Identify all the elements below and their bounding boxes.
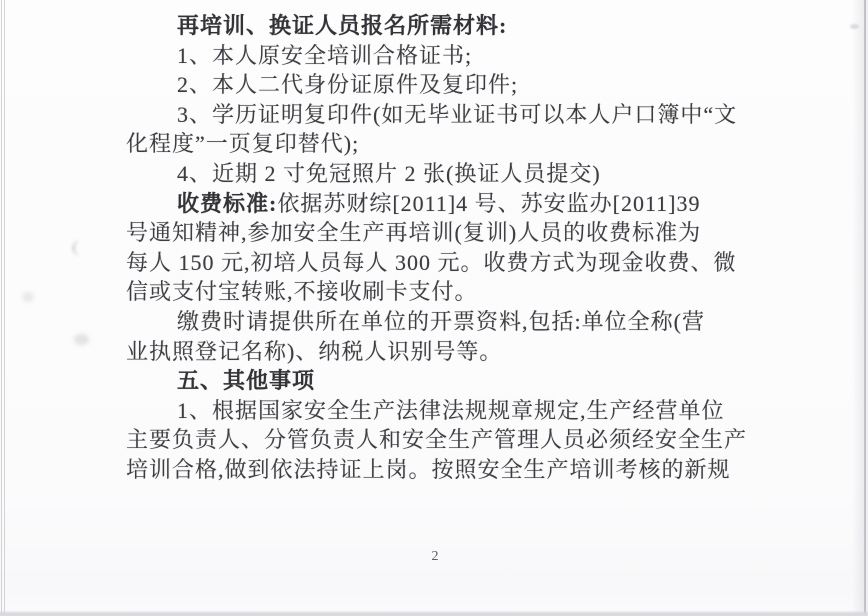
scan-smudge <box>74 334 89 345</box>
scan-edge-left-line <box>4 0 5 616</box>
scan-edge-bottom-band <box>0 611 868 616</box>
fee-standard-text: 依据苏财综[2011]4 号、苏安监办[2011]39 <box>277 190 701 216</box>
doc-line: 号通知精神,参加安全生产再培训(复训)人员的收费标准为 <box>126 220 702 246</box>
scan-smudge <box>22 292 34 302</box>
document-text-block <box>126 11 754 485</box>
doc-line: 主要负责人、分管负责人和安全生产管理人员必须经安全生产 <box>126 427 748 453</box>
scan-edge-right-shade <box>852 0 864 616</box>
fee-standard-label: 收费标准: <box>177 190 278 216</box>
scan-edge-left-line <box>1 0 2 616</box>
doc-line: 业执照登记名称)、纳税人识别号等。 <box>126 338 503 364</box>
page-number: 2 <box>431 549 439 564</box>
doc-line: 4、近期 2 寸免冠照片 2 张(换证人员提交) <box>177 160 601 186</box>
doc-line: 信或支付宝转账,不接收刷卡支付。 <box>126 279 478 305</box>
doc-line: 化程度”一页复印替代); <box>126 131 360 157</box>
doc-line: 2、本人二代身份证原件及复印件; <box>177 72 519 98</box>
doc-heading-other-items: 五、其他事项 <box>177 368 316 394</box>
doc-line: 缴费时请提供所在单位的开票资料,包括:单位全称(营 <box>177 308 705 334</box>
doc-line: 1、根据国家安全生产法律法规规章规定,生产经营单位 <box>177 397 725 423</box>
doc-line: 3、学历证明复印件(如无毕业证书可以本人户口簿中“文 <box>177 101 738 127</box>
doc-line-fee-standard <box>126 189 754 219</box>
scan-smudge <box>72 240 91 256</box>
doc-line: 1、本人原安全培训合格证书; <box>177 42 473 68</box>
doc-heading-materials: 再培训、换证人员报名所需材料: <box>177 13 508 38</box>
doc-line: 培训合格,做到依法持证上岗。按照安全生产培训考核的新规 <box>126 456 731 482</box>
doc-line: 每人 150 元,初培人员每人 300 元。收费方式为现金收费、微 <box>126 249 737 275</box>
